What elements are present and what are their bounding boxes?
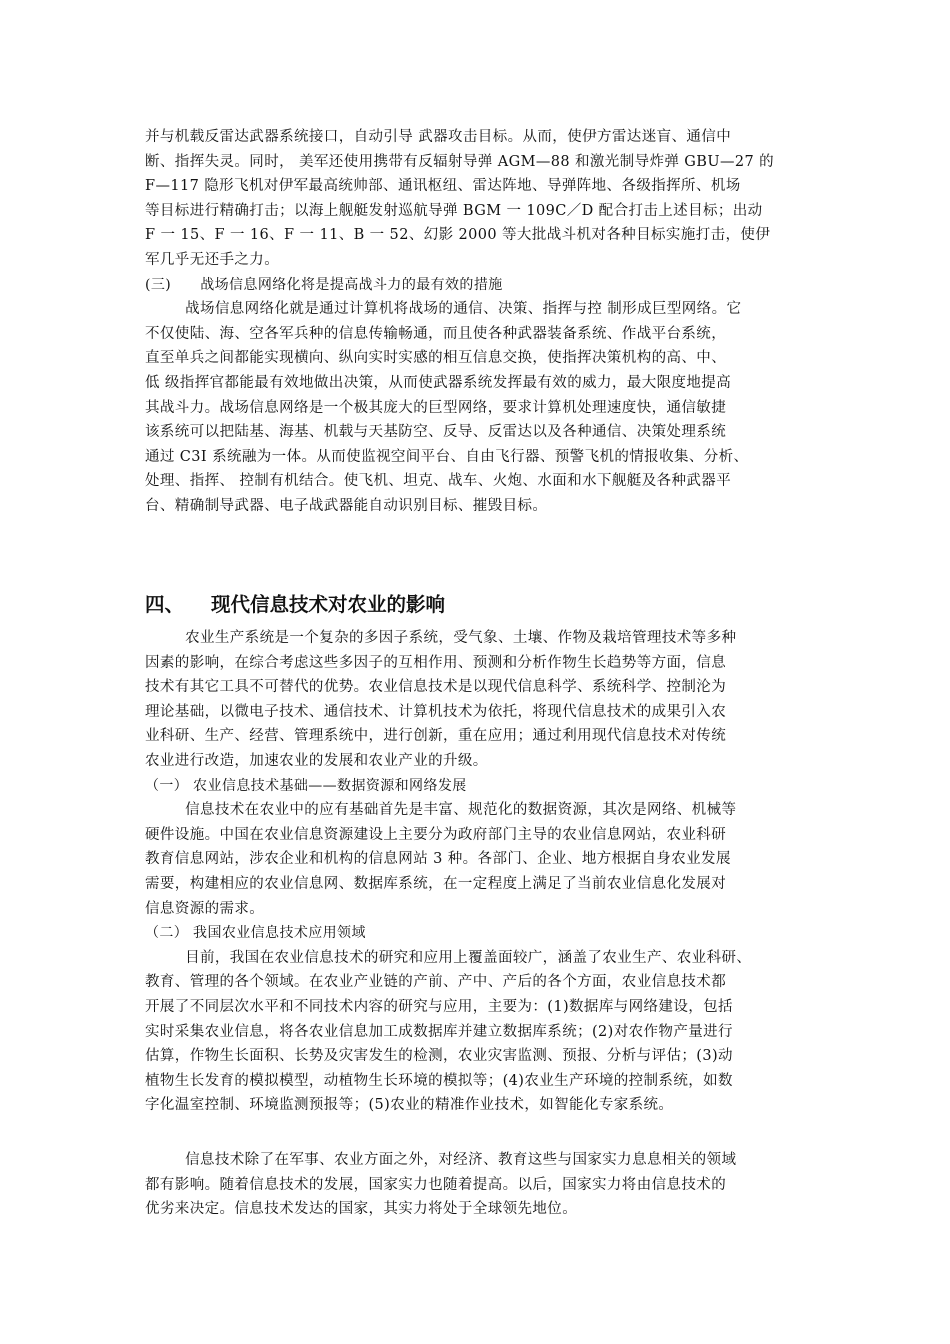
section-body (145, 626, 825, 1118)
text-line: 目前，我国在农业信息技术的研究和应用上覆盖面较广，涵盖了农业生产、农业科研、 (145, 949, 752, 966)
text-line: 低 级指挥官都能最有效地做出决策，从而使武器系统发挥最有效的威力，最大限度地提高 (145, 374, 732, 391)
text-line: 估算，作物生长面积、长势及灾害发生的检测，农业灾害监测、预报、分析与评估；(3)动 (145, 1048, 733, 1065)
closing-paragraph (145, 1148, 825, 1222)
text-line: 其战斗力。战场信息网络是一个极其庞大的巨型网络，要求计算机处理速度快，通信敏捷 (145, 399, 727, 416)
text-line: 教育信息网站，涉农企业和机构的信息网站 3 种。各部门、企业、地方根据自身农业发展 (145, 851, 731, 868)
text-line: 信息技术在农业中的应有基础首先是丰富、规范化的数据资源，其次是网络、机械等 (145, 802, 737, 819)
text-line: 实时采集农业信息，将各农业信息加工成数据库并建立数据库系统；(2)对农作物产量进行 (145, 1023, 733, 1040)
text-line: 台、精确制导武器、电子战武器能自动识别目标、摧毁目标。 (145, 497, 548, 514)
text-line: 开展了不同层次水平和不同技术内容的研究与应用，主要为：(1)数据库与网络建设，包括 (145, 998, 733, 1015)
subheading-3: (三) 战场信息网络化将是提高战斗力的最有效的措施 (145, 276, 503, 293)
text-line: 优劣来决定。信息技术发达的国家，其实力将处于全球领先地位。 (145, 1201, 578, 1218)
text-line: F—117 隐形飞机对伊军最高统帅部、通讯枢纽、雷达阵地、导弹阵地、各级指挥所、机场 (145, 178, 741, 195)
section-title: 现代信息技术对农业的影响 (211, 593, 446, 616)
text-line: 理论基础，以微电子技术、通信技术、计算机技术为依托，将现代信息技术的成果引入农 (145, 703, 727, 720)
text-line: 字化温室控制、环境监测预报等；(5)农业的精准作业技术，如智能化专家系统。 (145, 1097, 674, 1114)
text-line: 植物生长发育的模拟模型，动植物生长环境的模拟等；(4)农业生产环境的控制系统，如数 (145, 1072, 733, 1089)
text-line: 信息资源的需求。 (145, 900, 265, 917)
text-line: F 一 15、F 一 16、F 一 11、B 一 52、幻影 2000 等大批战斗机对各种目标实施打击，使伊 (145, 227, 771, 244)
text-line: 需要，构建相应的农业信息网、数据库系统，在一定程度上满足了当前农业信息化发展对 (145, 875, 727, 892)
text-line: 军几乎无还手之力。 (145, 251, 280, 268)
text-line: 都有影响。随着信息技术的发展，国家实力也随着提高。以后，国家实力将由信息技术的 (145, 1176, 727, 1193)
subheading-2: （二） 我国农业信息技术应用领域 (145, 925, 366, 942)
text-line: 并与机载反雷达武器系统接口，自动引导 武器攻击目标。从而，使伊方雷达迷盲、通信中 (145, 129, 732, 145)
text-line: 等目标进行精确打击；以海上舰艇发射巡航导弹 BGM 一 109C／D 配合打击上述目标；出动 (145, 202, 763, 219)
text-line: 硬件设施。中国在农业信息资源建设上主要分为政府部门主导的农业信息网站，农业科研 (145, 826, 727, 843)
text-line: 断、指挥失灵。同时， 美军还使用携带有反辐射导弹 AGM—88 和激光制导炸弹 GBU—27 的 (145, 153, 775, 170)
text-line: 该系统可以把陆基、海基、机载与天基防空、反导、反雷达以及各种通信、决策处理系统 (145, 424, 727, 441)
text-line: 战场信息网络化就是通过计算机将战场的通信、决策、指挥与控 制形成巨型网络。它 (145, 301, 742, 318)
text-line: 通过 C3I 系统融为一体。从而使监视空间平台、自由飞行器、预警飞机的情报收集、分析、 (145, 448, 749, 465)
text-line: 农业生产系统是一个复杂的多因子系统，受气象、土壤、作物及栽培管理技术等多种 (145, 630, 737, 646)
text-line: 因素的影响，在综合考虑这些多因子的互相作用、预测和分析作物生长趋势等方面，信息 (145, 654, 727, 671)
text-line: 农业进行改造，加速农业的发展和农业产业的升级。 (145, 752, 488, 769)
subheading-1: （一） 农业信息技术基础——数据资源和网络发展 (145, 777, 467, 794)
text-line: 业科研、生产、经营、管理系统中，进行创新，重在应用；通过利用现代信息技术对传统 (145, 728, 727, 745)
section-number: 四、 (145, 593, 185, 616)
text-line: 直至单兵之间都能实现横向、纵向实时实感的相互信息交换，使指挥决策机构的高、中、 (145, 350, 727, 367)
text-line: 处理、指挥、 控制有机结合。使飞机、坦克、战车、火炮、水面和水下舰艇及各种武器平 (145, 473, 732, 490)
text-line: 技术有其它工具不可替代的优势。农业信息技术是以现代信息科学、系统科学、控制沦为 (145, 679, 727, 696)
section-heading (145, 588, 745, 622)
text-line: 不仅使陆、海、空各军兵种的信息传输畅通，而且使各种武器装备系统、作战平台系统， (145, 325, 727, 342)
paragraph-military (145, 125, 825, 519)
text-line: 信息技术除了在军事、农业方面之外，对经济、教育这些与国家实力息息相关的领域 (145, 1152, 737, 1168)
text-line: 教育、管理的各个领域。在农业产业链的产前、产中、产后的各个方面，农业信息技术都 (145, 974, 727, 991)
